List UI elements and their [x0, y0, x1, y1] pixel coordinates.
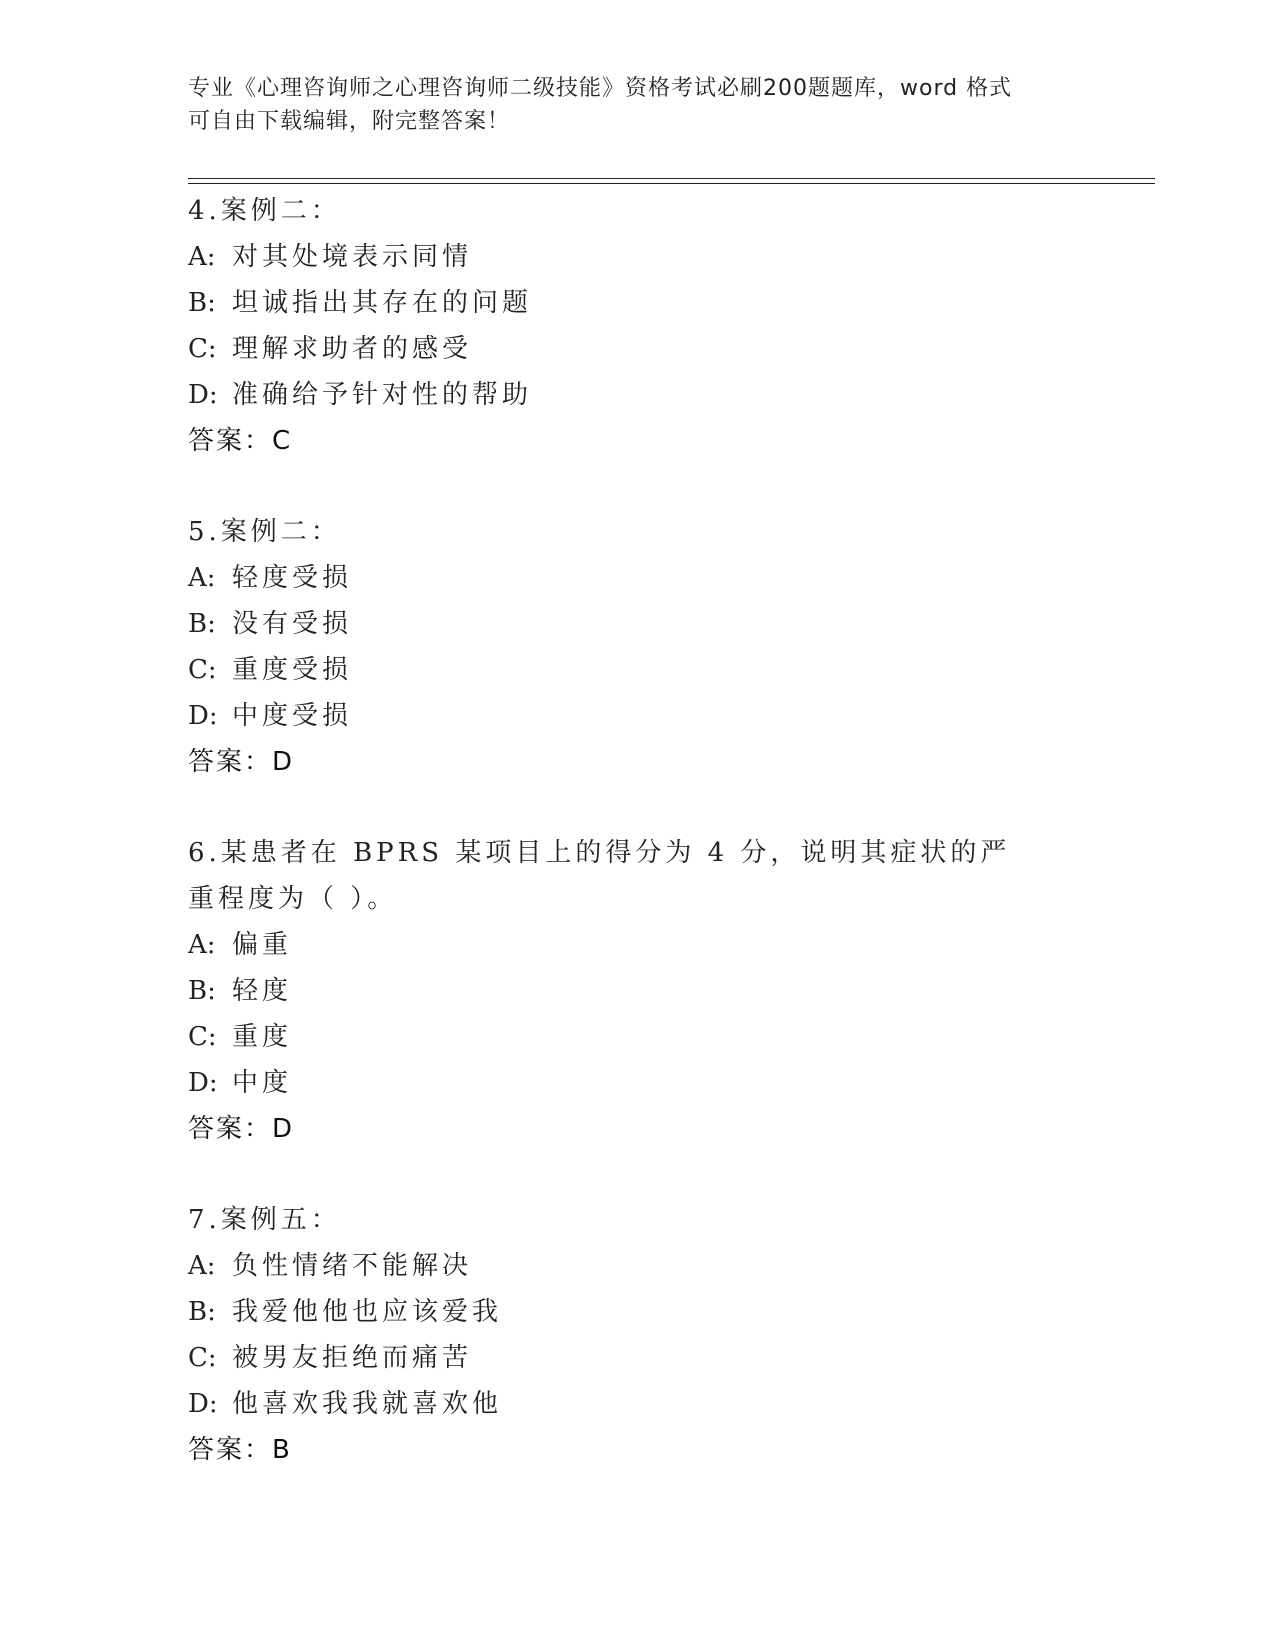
option-key: B:: [188, 609, 216, 639]
option-key: C:: [188, 655, 217, 685]
option-text: 他喜欢我我就喜欢他: [232, 1389, 503, 1419]
option-c: [188, 1335, 1068, 1381]
option-key: A:: [188, 930, 216, 960]
option-a: [188, 555, 1068, 601]
option-d: [188, 1060, 1068, 1106]
option-key: D:: [188, 701, 218, 731]
option-text: 重度: [232, 1022, 293, 1052]
option-d: [188, 693, 1068, 739]
option-d: [188, 1381, 1068, 1427]
option-text: 坦诚指出其存在的问题: [232, 288, 533, 318]
option-key: B:: [188, 1297, 216, 1327]
header-divider-top: [188, 178, 1155, 179]
option-b: [188, 280, 1068, 326]
option-key: C:: [188, 334, 217, 364]
question-stem: 6.某患者在 BPRS 某项目上的得分为 4 分，说明其症状的严重程度为（ ）。: [188, 838, 1011, 914]
option-b: [188, 968, 1068, 1014]
option-text: 我爱他他也应该爱我: [232, 1297, 503, 1327]
document-header: [188, 72, 1068, 138]
option-text: 重度受损: [232, 655, 353, 685]
question-stem: 7.案例五：: [188, 1205, 341, 1235]
question-stem: 4.案例二：: [188, 196, 341, 226]
option-text: 中度: [232, 1068, 293, 1098]
answer-line: 答案：C: [188, 426, 293, 456]
option-a: [188, 234, 1068, 280]
option-key: A:: [188, 1251, 216, 1281]
question-6: [188, 830, 1068, 1152]
option-a: [188, 922, 1068, 968]
header-line-1: 专业《心理咨询师之心理咨询师二级技能》资格考试必刷200题题库，word 格式: [188, 76, 1013, 101]
option-text: 中度受损: [232, 701, 353, 731]
option-key: D:: [188, 380, 218, 410]
option-key: B:: [188, 976, 216, 1006]
option-a: [188, 1243, 1068, 1289]
option-text: 轻度受损: [232, 563, 353, 593]
option-text: 负性情绪不能解决: [232, 1251, 473, 1281]
option-d: [188, 372, 1068, 418]
option-text: 没有受损: [232, 609, 353, 639]
question-list: [188, 188, 1068, 1518]
option-text: 被男友拒绝而痛苦: [232, 1343, 473, 1373]
option-c: [188, 326, 1068, 372]
option-c: [188, 647, 1068, 693]
answer-line: 答案：D: [188, 1114, 295, 1144]
option-b: [188, 601, 1068, 647]
option-text: 偏重: [232, 930, 293, 960]
question-5: [188, 509, 1068, 785]
option-key: A:: [188, 563, 216, 593]
option-key: C:: [188, 1022, 217, 1052]
option-text: 理解求助者的感受: [232, 334, 473, 364]
option-text: 准确给予针对性的帮助: [232, 380, 533, 410]
question-7: [188, 1197, 1068, 1473]
header-divider-bottom: [188, 183, 1155, 184]
question-stem: 5.案例二：: [188, 517, 341, 547]
option-b: [188, 1289, 1068, 1335]
option-key: D:: [188, 1389, 218, 1419]
option-c: [188, 1014, 1068, 1060]
option-key: C:: [188, 1343, 217, 1373]
option-text: 对其处境表示同情: [232, 242, 473, 272]
option-text: 轻度: [232, 976, 293, 1006]
header-line-2: 可自由下载编辑，附完整答案！: [188, 109, 511, 134]
option-key: A:: [188, 242, 216, 272]
answer-line: 答案：D: [188, 747, 295, 777]
option-key: B:: [188, 288, 216, 318]
question-4: [188, 188, 1068, 464]
answer-line: 答案：B: [188, 1435, 292, 1465]
option-key: D:: [188, 1068, 218, 1098]
